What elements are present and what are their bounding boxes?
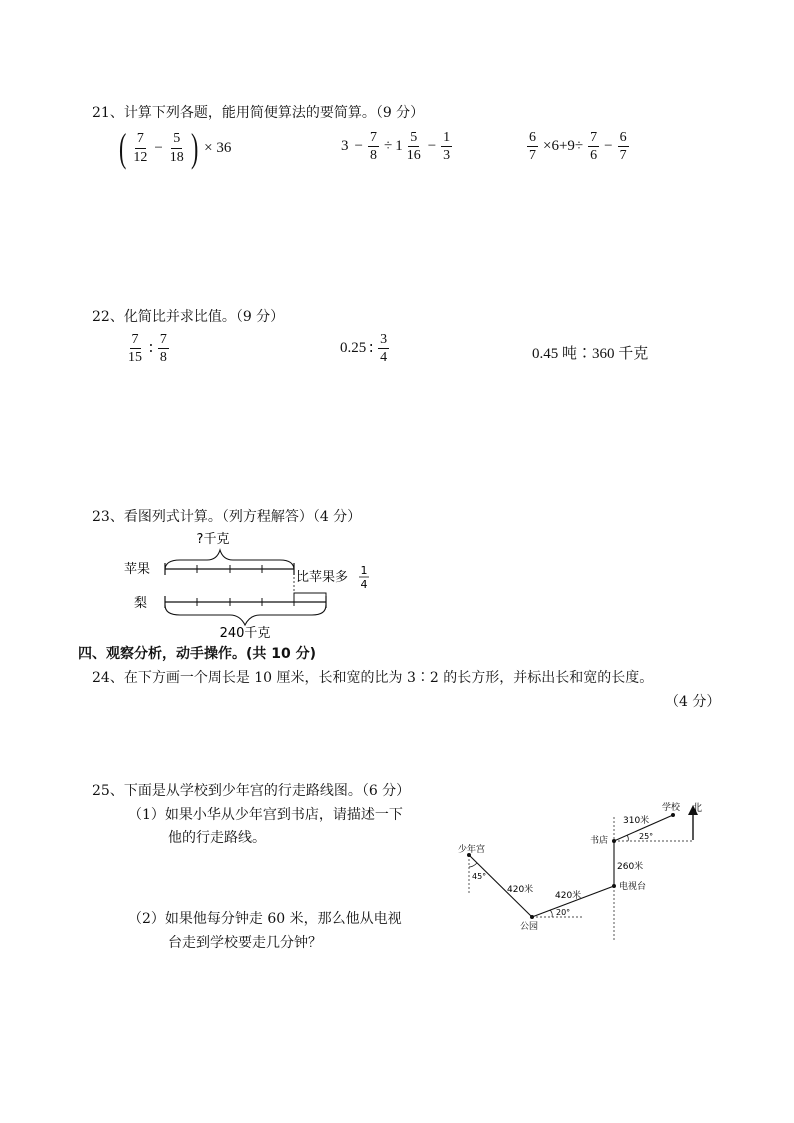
fraction: $\frac{7}{15}$ bbox=[128, 332, 142, 366]
angle-arc bbox=[550, 910, 552, 917]
angle-label: 25° bbox=[639, 832, 654, 841]
fraction: $\frac{3}{4}$ bbox=[380, 332, 388, 366]
more-label: 比苹果多 bbox=[296, 570, 349, 585]
route-map bbox=[452, 795, 722, 945]
q22-title: 22、化简比并求比值。（9 分） bbox=[92, 309, 285, 325]
q21-expression-3: $\frac{6}{7}$ ×6+9÷ $\frac{7}{6}$ − $\frac{6}{7}$ bbox=[529, 130, 627, 164]
fraction: $\frac{5}{18}$ bbox=[169, 131, 184, 165]
distance-label: 420米 bbox=[507, 885, 534, 895]
total-label: 240千克 bbox=[219, 626, 271, 640]
fraction: $\frac{1}{3}$ bbox=[443, 130, 451, 164]
fraction: $\frac{6}{7}$ bbox=[529, 130, 536, 164]
school-label: 学校 bbox=[662, 803, 681, 813]
angle-arc bbox=[469, 863, 477, 867]
right-paren: ) bbox=[190, 125, 199, 170]
q25-title: 25、下面是从学校到少年宫的行走路线图。（6 分） bbox=[92, 783, 411, 799]
q25-part2-line2: 台走到学校要走几分钟？ bbox=[168, 935, 322, 951]
q21-expression-2: 3 − $\frac{7}{8}$ ÷ 1 $\frac{5}{16}$ − $\frac{1}{3}$ bbox=[341, 130, 451, 164]
distance-label: 420米 bbox=[555, 891, 582, 901]
pear-brace bbox=[165, 605, 326, 625]
unknown-label: ?千克 bbox=[196, 532, 230, 547]
youth-palace-label: 少年宫 bbox=[458, 845, 486, 855]
angle-arc bbox=[627, 835, 628, 841]
distance-label: 310米 bbox=[623, 816, 650, 826]
park-label: 公园 bbox=[520, 922, 539, 932]
distance-label: 260米 bbox=[617, 862, 644, 872]
bookstore-label: 书店 bbox=[590, 836, 609, 846]
q22-expression-1: $\frac{7}{15}$ ∶ $\frac{7}{8}$ bbox=[128, 332, 167, 366]
q22-expression-2: 0.25 ∶ $\frac{3}{4}$ bbox=[340, 332, 388, 366]
fraction: $\frac{7}{8}$ bbox=[369, 130, 377, 164]
fraction: $\frac{7}{6}$ bbox=[590, 130, 598, 164]
fraction: $\frac{7}{8}$ bbox=[159, 332, 167, 366]
angle-label: 45° bbox=[472, 872, 487, 881]
left-paren: ( bbox=[118, 125, 127, 170]
more-numerator: 1 bbox=[360, 564, 368, 577]
fraction: $\frac{6}{7}$ bbox=[619, 130, 627, 164]
pear-label: 梨 bbox=[134, 596, 148, 611]
q25-part1-line1: （1）如果小华从少年宫到书店，请描述一下 bbox=[128, 807, 403, 823]
apple-label: 苹果 bbox=[124, 562, 151, 577]
q22-expression-3: 0.45 吨∶360 千克 bbox=[532, 346, 649, 362]
angle-label: 20° bbox=[556, 908, 571, 917]
fraction: $\frac{5}{16}$ bbox=[406, 130, 421, 164]
more-bracket bbox=[294, 593, 326, 598]
q24-title: 24、在下方画一个周长是 10 厘米，长和宽的比为 3∶2 的长方形，并标出长和宽的长度。 bbox=[92, 670, 654, 686]
q21-title: 21、计算下列各题，能用简便算法的要简算。（9 分） bbox=[92, 105, 425, 121]
fraction: $\frac{7}{12}$ bbox=[133, 131, 148, 165]
q23-title: 23、看图列式计算。（列方程解答）（4 分） bbox=[92, 509, 362, 525]
section-4-heading: 四、观察分析，动手操作。(共 10 分) bbox=[78, 646, 317, 662]
north-label: 北 bbox=[692, 803, 702, 814]
tv-label: 电视台 bbox=[619, 882, 647, 892]
q25-part2-line1: （2）如果他每分钟走 60 米，那么他从电视 bbox=[128, 911, 402, 927]
more-denominator: 4 bbox=[360, 578, 368, 591]
q21-expression-1: ( $\frac{7}{12}$ − $\frac{5}{18}$ ) × 36 bbox=[118, 125, 232, 170]
q24-score: （4 分） bbox=[665, 694, 721, 710]
segment-diagram bbox=[110, 525, 410, 640]
q25-part1-line2: 他的行走路线。 bbox=[168, 830, 266, 846]
